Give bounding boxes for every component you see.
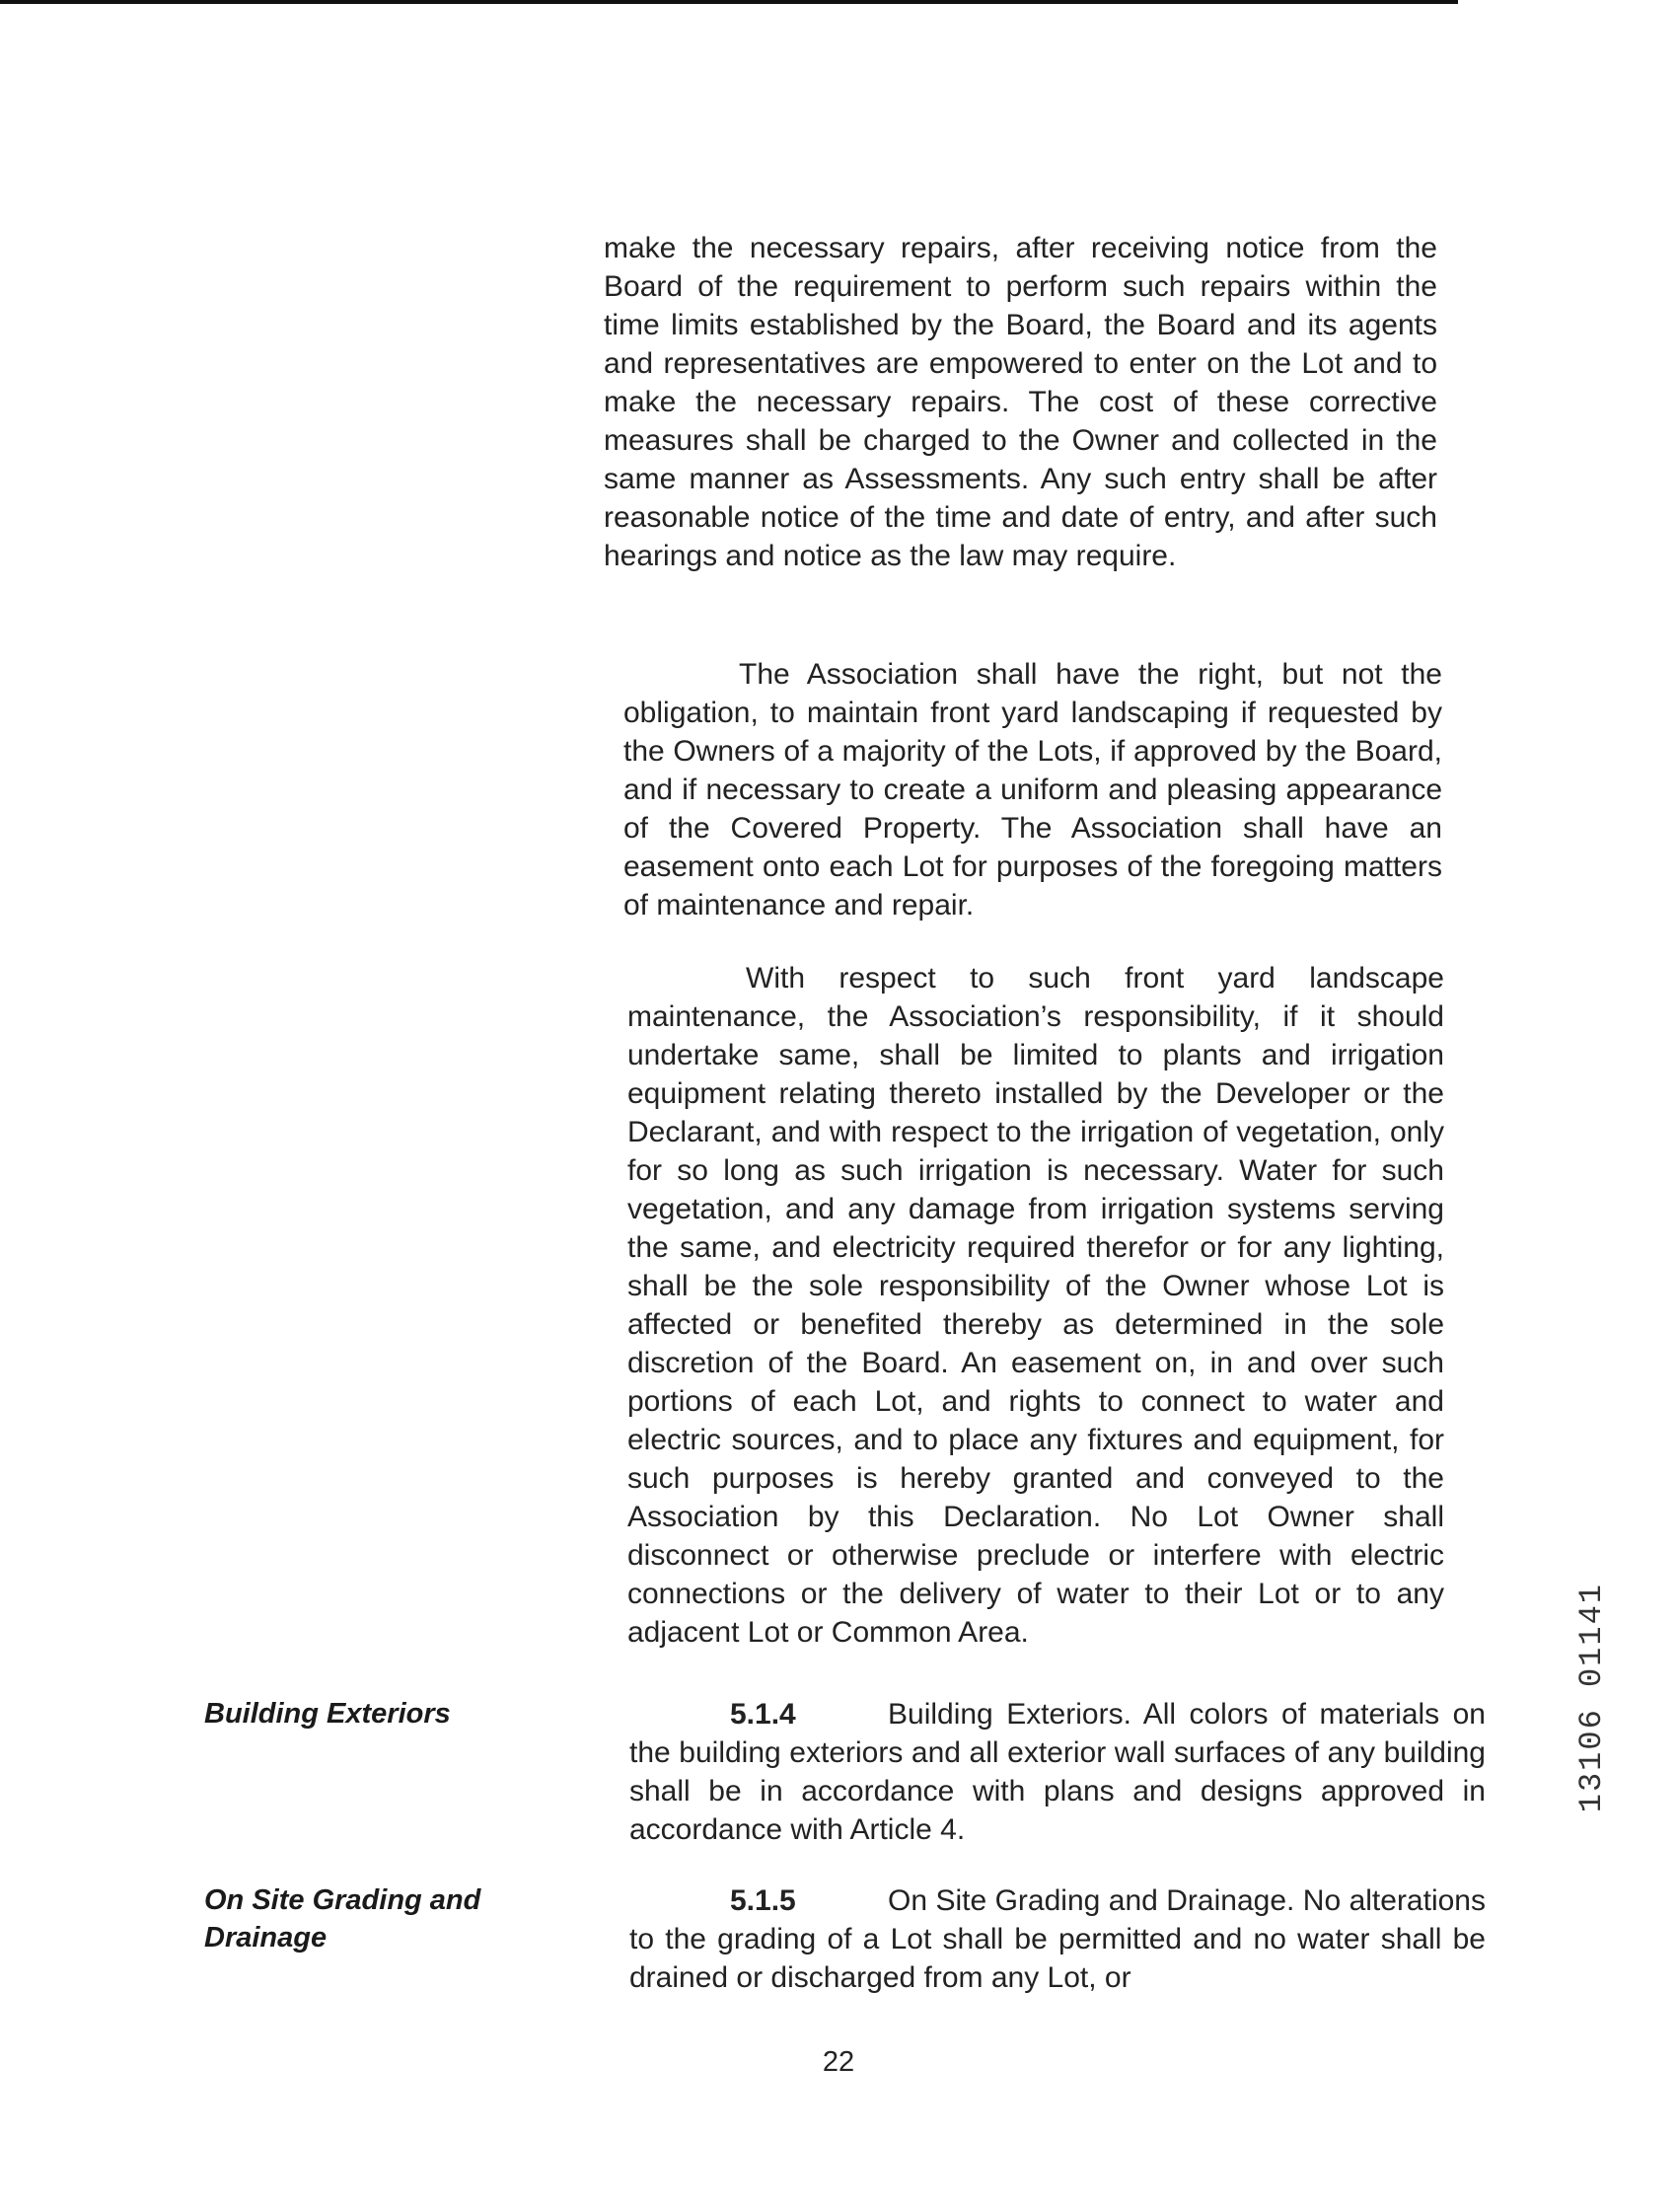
side-heading-building-exteriors: Building Exteriors	[204, 1698, 451, 1730]
section-text-on-site-grading	[629, 1881, 1486, 1997]
section-text-building-exteriors	[629, 1695, 1486, 1849]
page-number: 22	[822, 2046, 855, 2078]
top-rule	[0, 0, 1458, 4]
paragraph-landscape-maintenance: With respect to such front yard landscape maintenance, the Association’s responsibility, if it should undertake same, shall be limited to plants and irrigation equipment relating thereto installed by the Developer or the Declarant, and with respect to the irrigation of vegetation, only for so long as such irrigation is necessary. Water for such vegetation, and any damage from irrigation systems serving the same, and electricity required therefor or for any lighting, shall be the sole responsibility of the Owner whose Lot is affected or benefited thereby as determined in the sole discretion of the Board. An easement on, in and over such portions of each Lot, and rights to connect to water and electric sources, and to place any fixtures and equipment, for such purposes is hereby granted and conveyed to the Association by this Declaration. No Lot Owner shall disconnect or otherwise preclude or interfere with electric connections or the delivery of water to their Lot or to any adjacent Lot or Common Area.	[627, 962, 1444, 1649]
margin-stamp: 13106 01141	[1573, 1583, 1610, 1813]
paragraph-repairs: make the necessary repairs, after receiving notice from the Board of the requirement to perform such repairs within the time limits established by the Board, the Board and its agents and representatives are empowered to enter on the Lot and to make the necessary repairs. The cost of these corrective measures shall be charged to the Owner and collected in the same manner as Assessments. Any such entry shall be after reasonable notice of the time and date of entry, and after such hearings and notice as the law may require.	[604, 232, 1437, 572]
section-body: Building Exteriors. All colors of materials on the building exteriors and all exterior wall surfaces of any building shall be in accordance with plans and designs approved in accordance with Article 4.	[629, 1698, 1486, 1846]
section-number: 5.1.5	[730, 1884, 796, 1917]
section-body: On Site Grading and Drainage. No alterations to the grading of a Lot shall be permitted and no water shall be drained or discharged from any Lot, or	[629, 1884, 1486, 1994]
paragraph-front-yard-landscaping: The Association shall have the right, but not the obligation, to maintain front yard landscaping if requested by the Owners of a majority of the Lots, if approved by the Board, and if necessary to create a uniform and pleasing appearance of the Covered Property. The Association shall have an easement onto each Lot for purposes of the foregoing matters of maintenance and repair.	[623, 658, 1442, 922]
section-number: 5.1.4	[730, 1698, 796, 1731]
side-heading-on-site-grading: On Site Grading and Drainage	[204, 1884, 481, 1954]
